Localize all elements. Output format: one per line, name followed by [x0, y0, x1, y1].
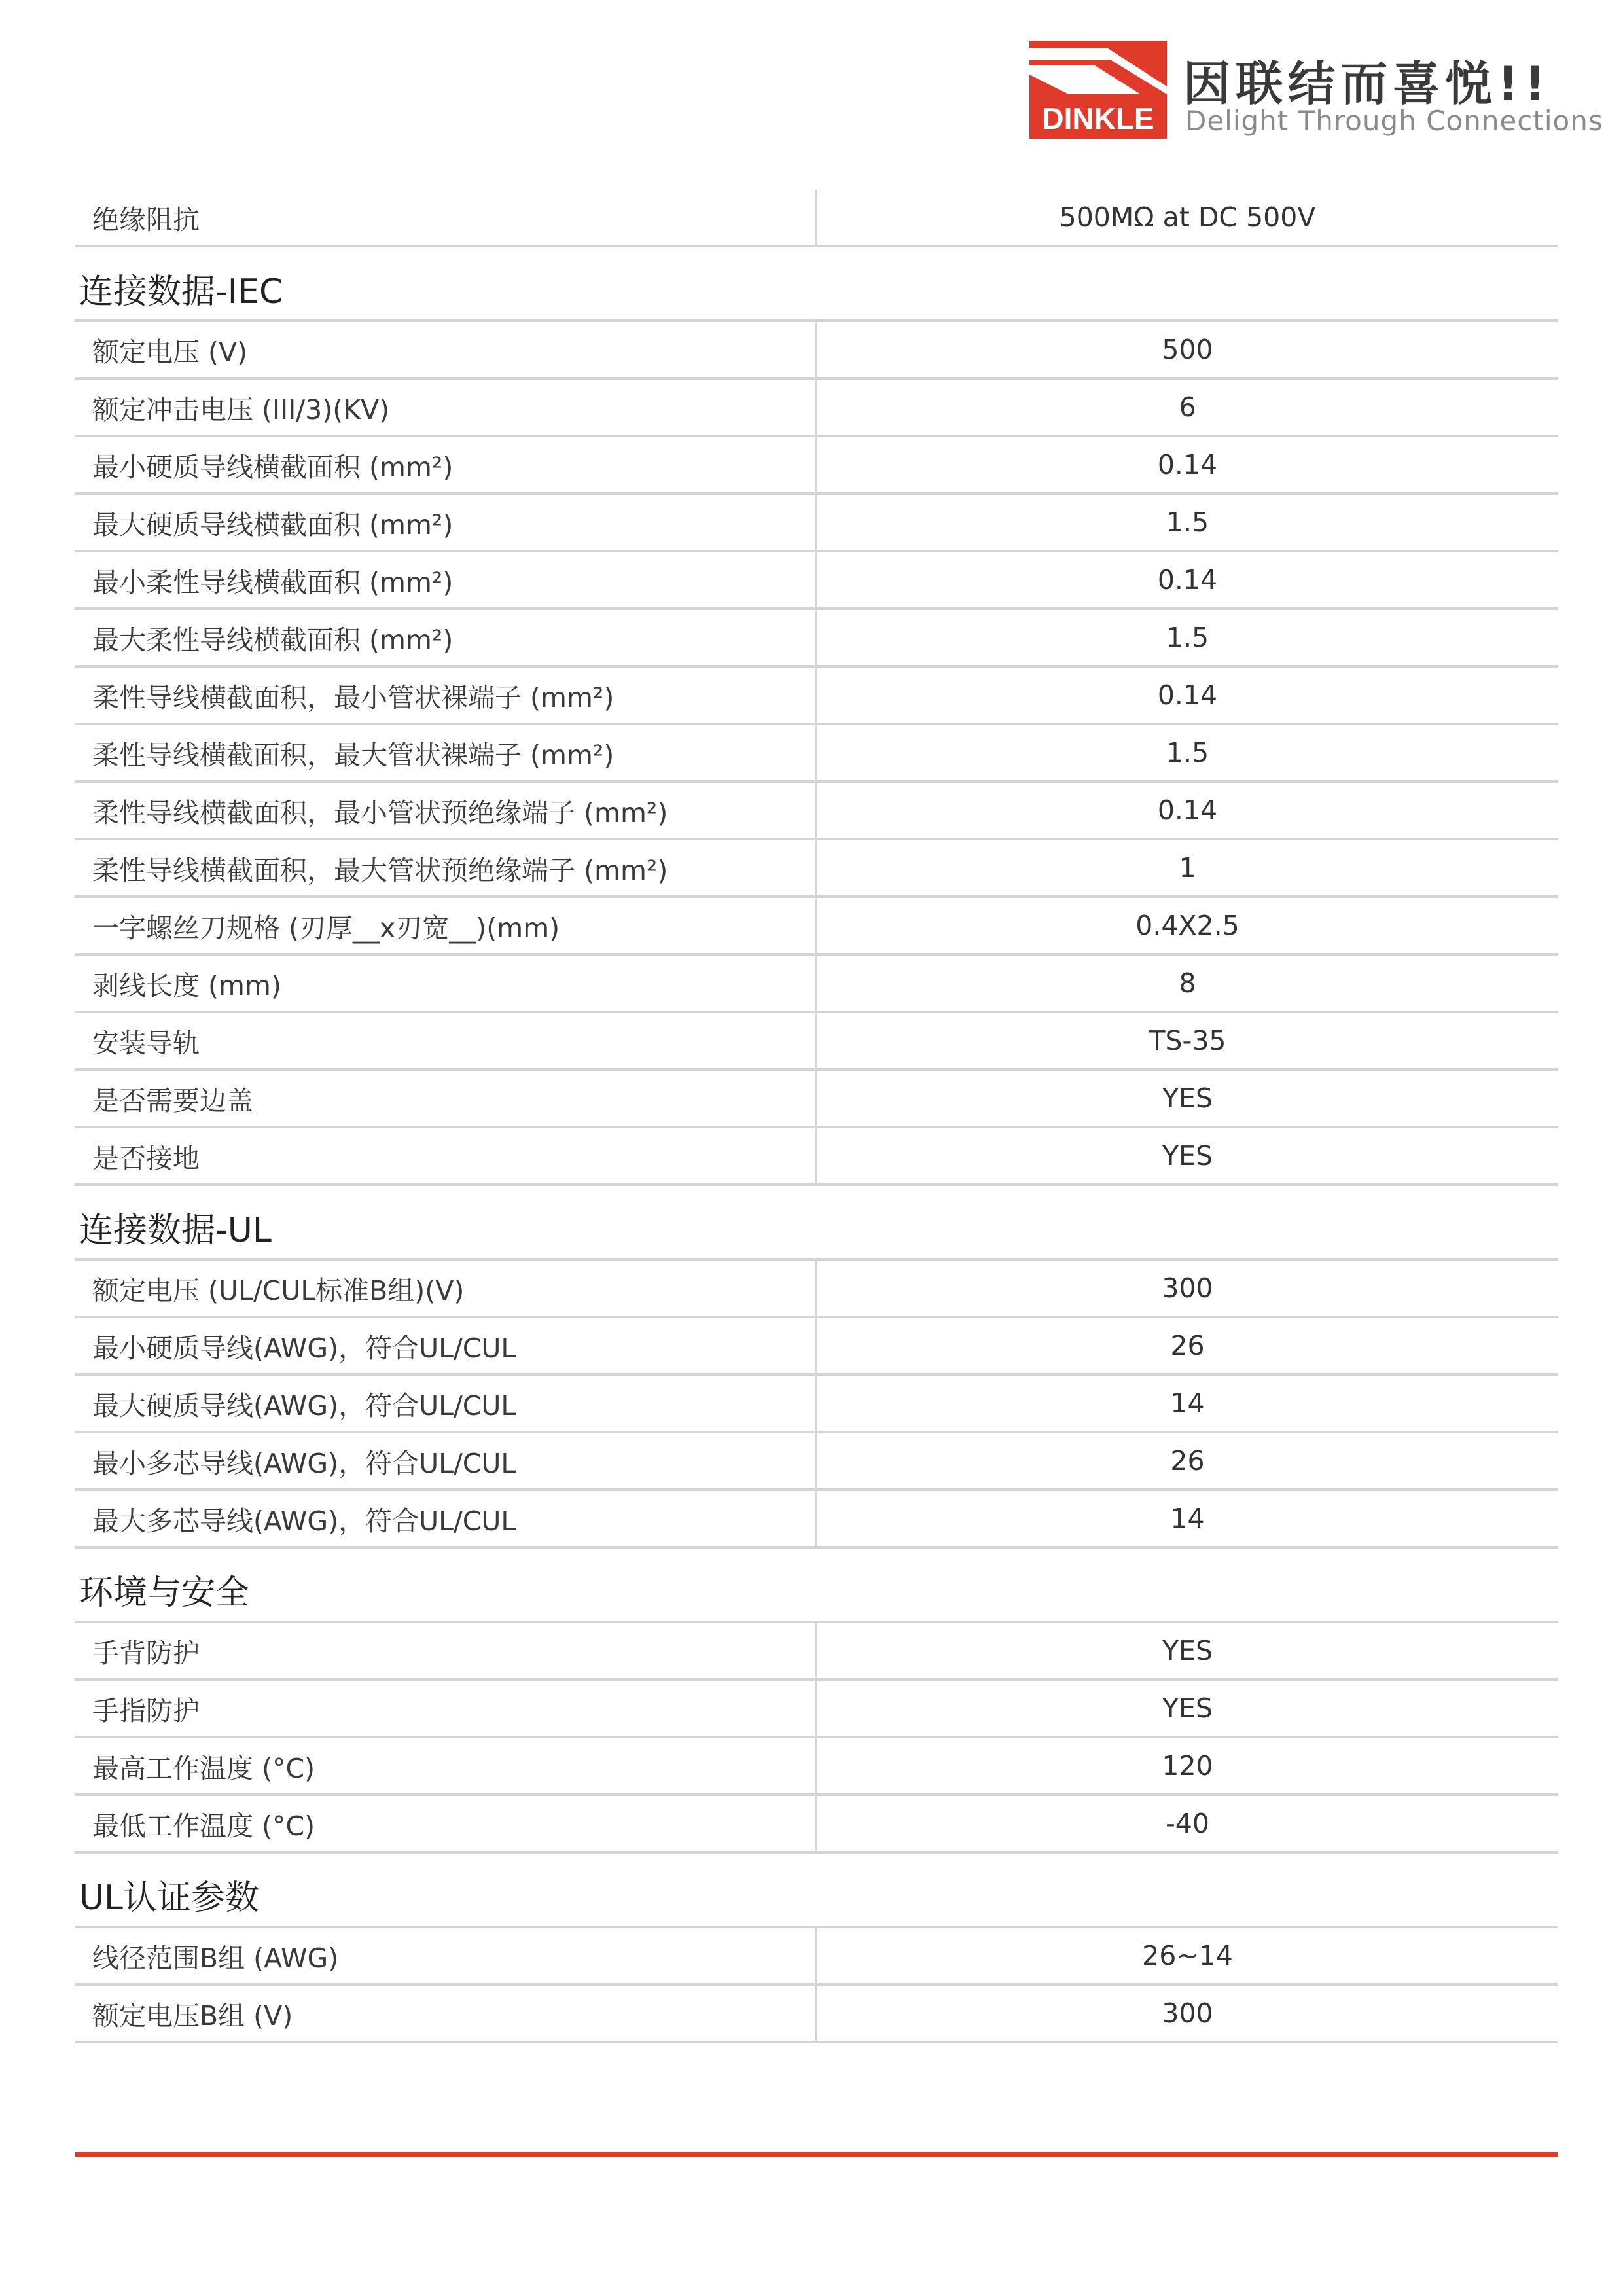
table-row — [75, 1432, 1558, 1490]
row-value: 26 — [816, 1432, 1558, 1490]
row-value: TS-35 — [816, 1012, 1558, 1069]
table-row — [75, 436, 1558, 493]
table-row — [75, 1622, 1558, 1679]
table-row — [75, 954, 1558, 1012]
row-label: 最大柔性导线横截面积 (mm²) — [75, 609, 816, 666]
row-label: 是否需要边盖 — [75, 1069, 816, 1127]
row-label: 最小多芯导线(AWG)，符合UL/CUL — [75, 1432, 816, 1490]
footer-divider — [75, 2152, 1558, 2157]
row-value: 0.14 — [816, 436, 1558, 493]
row-label: 柔性导线横截面积，最小管状裸端子 (mm²) — [75, 666, 816, 724]
row-label: 额定电压B组 (V) — [75, 1984, 816, 2042]
table-row — [75, 1069, 1558, 1127]
row-value: YES — [816, 1069, 1558, 1127]
table-row — [75, 1259, 1558, 1317]
table-row — [75, 1490, 1558, 1547]
dinkle-logo-icon — [1029, 41, 1167, 139]
table-row — [75, 666, 1558, 724]
row-label: 最小柔性导线横截面积 (mm²) — [75, 551, 816, 609]
row-value: 1.5 — [816, 724, 1558, 781]
row-value: 14 — [816, 1374, 1558, 1432]
spec-content — [75, 190, 1558, 2043]
row-value: 14 — [816, 1490, 1558, 1547]
table-row — [75, 1317, 1558, 1374]
row-value: 8 — [816, 954, 1558, 1012]
row-value: 0.14 — [816, 551, 1558, 609]
row-value: 1.5 — [816, 609, 1558, 666]
row-label: 绝缘阻抗 — [75, 190, 816, 246]
brand-name: DINKLE — [1042, 101, 1154, 135]
row-label: 手指防护 — [75, 1679, 816, 1737]
spec-table-environment — [75, 1621, 1558, 1854]
brand-slogan-cn: 因联结而喜悦!! — [1183, 56, 1551, 111]
row-label: 柔性导线横截面积，最大管状裸端子 (mm²) — [75, 724, 816, 781]
section-title: UL认证参数 — [79, 1878, 260, 1918]
table-row — [75, 378, 1558, 436]
table-row — [75, 1795, 1558, 1852]
spec-table-ul — [75, 1258, 1558, 1549]
table-row — [75, 609, 1558, 666]
row-label: 最大硬质导线(AWG)，符合UL/CUL — [75, 1374, 816, 1432]
table-row — [75, 781, 1558, 839]
row-label: 剥线长度 (mm) — [75, 954, 816, 1012]
table-row — [75, 1737, 1558, 1795]
row-label: 手背防护 — [75, 1622, 816, 1679]
table-row — [75, 839, 1558, 897]
row-label: 最大多芯导线(AWG)，符合UL/CUL — [75, 1490, 816, 1547]
table-row — [75, 1127, 1558, 1185]
row-value: 0.14 — [816, 781, 1558, 839]
section-title: 环境与安全 — [79, 1573, 250, 1613]
row-label: 最大硬质导线横截面积 (mm²) — [75, 493, 816, 551]
row-label: 额定电压 (UL/CUL标准B组)(V) — [75, 1259, 816, 1317]
row-value: 26~14 — [816, 1927, 1558, 1984]
table-row — [75, 190, 1558, 246]
table-row — [75, 1012, 1558, 1069]
table-row — [75, 897, 1558, 954]
row-label: 最高工作温度 (°C) — [75, 1737, 816, 1795]
row-label: 一字螺丝刀规格 (刃厚__x刃宽__)(mm) — [75, 897, 816, 954]
row-label: 最低工作温度 (°C) — [75, 1795, 816, 1852]
section-title: 连接数据-IEC — [79, 272, 283, 312]
row-label: 是否接地 — [75, 1127, 816, 1185]
table-row — [75, 493, 1558, 551]
row-value: 120 — [816, 1737, 1558, 1795]
row-label: 柔性导线横截面积，最大管状预绝缘端子 (mm²) — [75, 839, 816, 897]
row-value: 6 — [816, 378, 1558, 436]
row-value: 1 — [816, 839, 1558, 897]
table-row — [75, 1927, 1558, 1984]
spec-table-iec — [75, 319, 1558, 1186]
row-label: 最小硬质导线(AWG)，符合UL/CUL — [75, 1317, 816, 1374]
brand-slogan-en: Delight Through Connections — [1185, 105, 1603, 137]
row-value: YES — [816, 1622, 1558, 1679]
row-label: 柔性导线横截面积，最小管状预绝缘端子 (mm²) — [75, 781, 816, 839]
table-row — [75, 724, 1558, 781]
row-value: 300 — [816, 1984, 1558, 2042]
row-value: 0.4X2.5 — [816, 897, 1558, 954]
row-label: 线径范围B组 (AWG) — [75, 1927, 816, 1984]
table-row — [75, 551, 1558, 609]
row-value: -40 — [816, 1795, 1558, 1852]
row-value: 500MΩ at DC 500V — [816, 190, 1558, 246]
table-row — [75, 1374, 1558, 1432]
row-label: 最小硬质导线横截面积 (mm²) — [75, 436, 816, 493]
row-value: YES — [816, 1679, 1558, 1737]
table-row — [75, 1679, 1558, 1737]
row-value: 1.5 — [816, 493, 1558, 551]
row-value: YES — [816, 1127, 1558, 1185]
row-label: 额定电压 (V) — [75, 321, 816, 378]
section-title: 连接数据-UL — [79, 1211, 272, 1250]
row-label: 额定冲击电压 (III/3)(KV) — [75, 378, 816, 436]
row-label: 安装导轨 — [75, 1012, 816, 1069]
spec-table-ul-cert — [75, 1926, 1558, 2043]
row-value: 300 — [816, 1259, 1558, 1317]
spec-table-top — [75, 190, 1558, 247]
table-row — [75, 321, 1558, 378]
brand-logo — [1029, 41, 1603, 139]
row-value: 0.14 — [816, 666, 1558, 724]
table-row — [75, 1984, 1558, 2042]
row-value: 500 — [816, 321, 1558, 378]
row-value: 26 — [816, 1317, 1558, 1374]
